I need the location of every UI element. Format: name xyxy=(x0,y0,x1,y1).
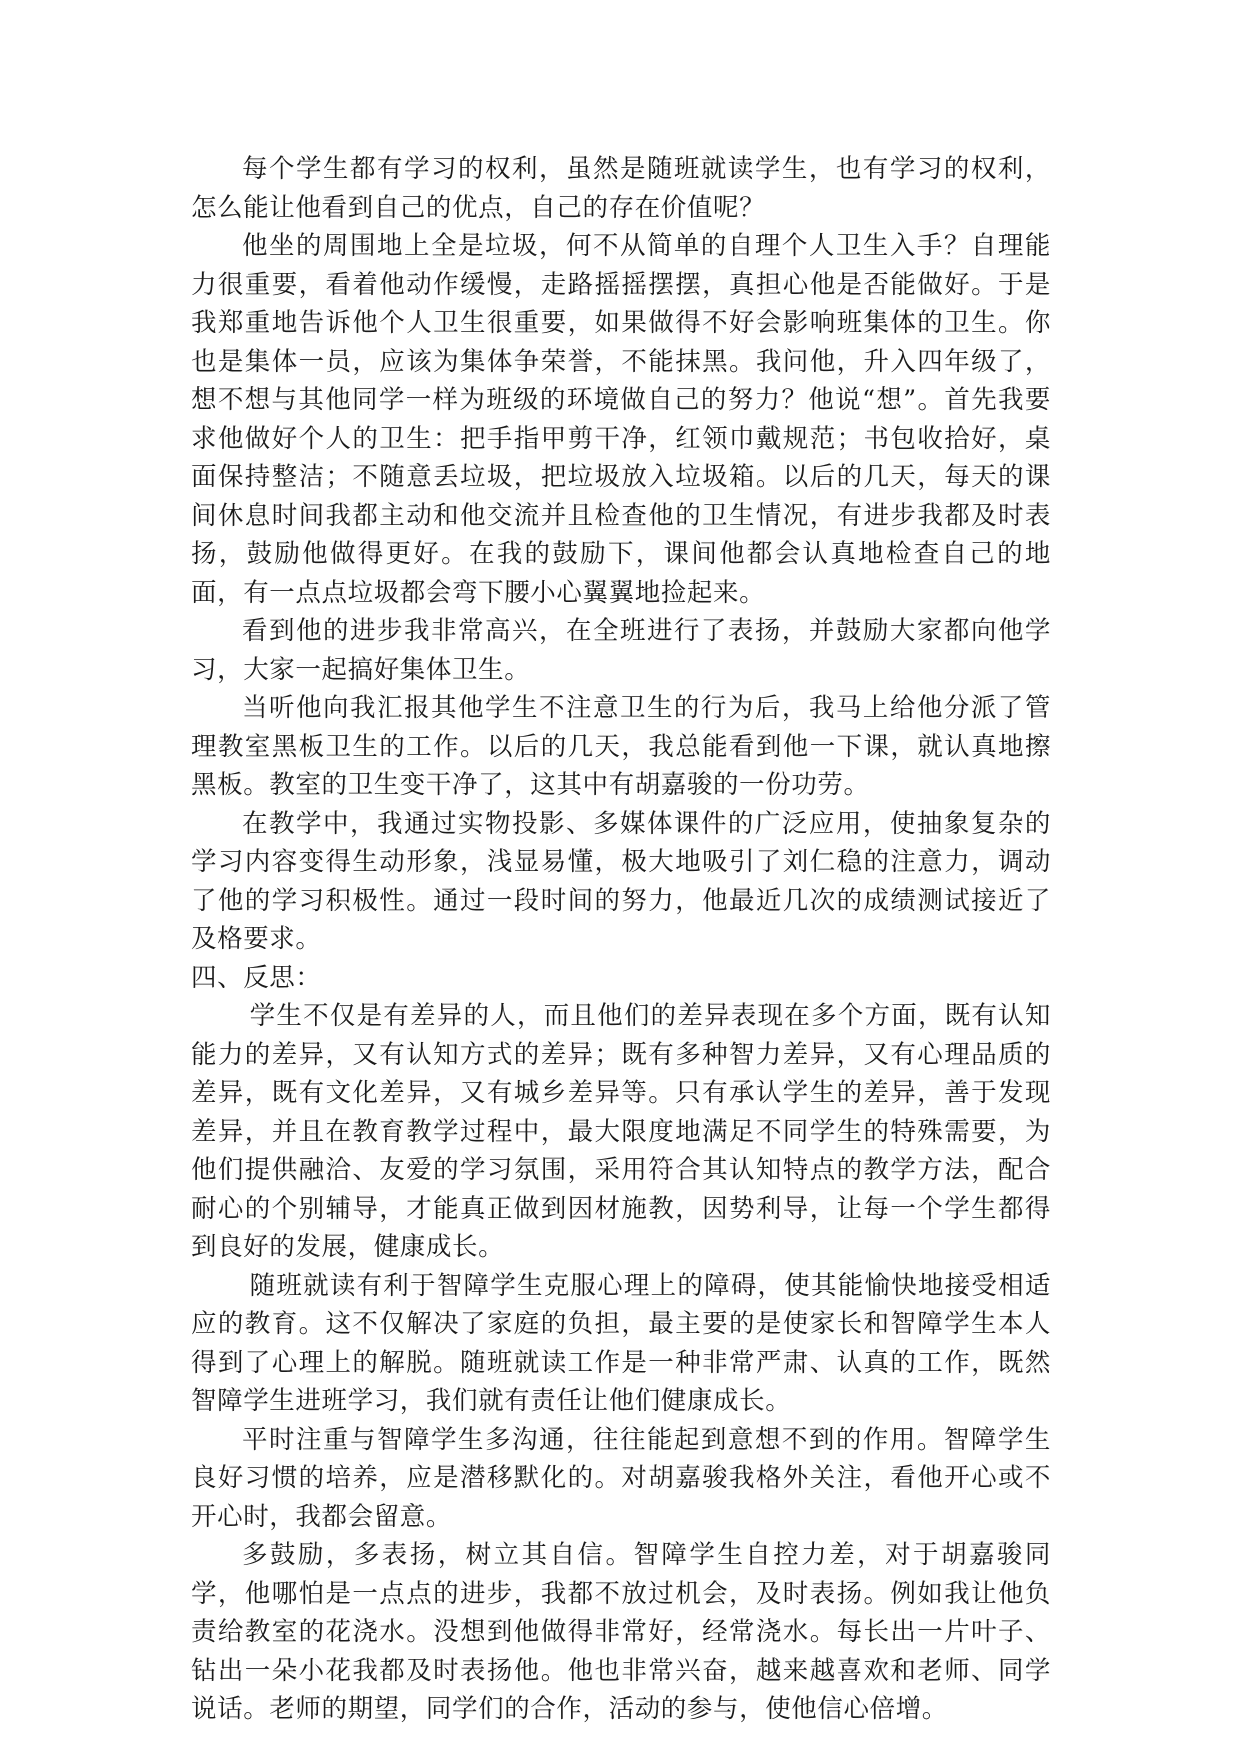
paragraph-student-differences: 学生不仅是有差异的人，而且他们的差异表现在多个方面，既有认知能力的差异，又有认知方式的差异；既有多种智力差异，又有心理品质的差异，既有文化差异，又有城乡差异等。只有承认学生的差异，善于发现差异，并且在教育教学过程中，最大限度地满足不同学生的特殊需要，为他们提供融洽、友爱的学习氛围，采用符合其认知特点的教学方法，配合耐心的个别辅导，才能真正做到因材施教，因势利导，让每一个学生都得到良好的发展，健康成长。 xyxy=(191,1001,1051,1262)
paragraph-teaching-media: 在教学中，我通过实物投影、多媒体课件的广泛应用，使抽象复杂的学习内容变得生动形象，浅显易懂，极大地吸引了刘仁稳的注意力，调动了他的学习积极性。通过一段时间的努力，他最近几次的成绩测试接近了及格要求。 xyxy=(191,808,1051,954)
paragraph-personal-hygiene: 他坐的周围地上全是垃圾，何不从简单的自理个人卫生入手？自理能力很重要，看着他动作缓慢，走路摇摇摆摆，真担心他是否能做好。于是我郑重地告诉他个人卫生很重要，如果做得不好会影响班集体的卫生。你也是集体一员，应该为集体争荣誉，不能抹黑。我问他，升入四年级了，想不想与其他同学一样为班级的环境做自己的努力？他说“想”。首先我要求他做好个人的卫生：把手指甲剪干净，红领巾戴规范；书包收拾好，桌面保持整洁；不随意丢垃圾，把垃圾放入垃圾箱。以后的几天，每天的课间休息时间我都主动和他交流并且检查他的卫生情况，有进步我都及时表扬，鼓励他做得更好。在我的鼓励下，课间他都会认真地检查自己的地面，有一点点垃圾都会弯下腰小心翼翼地捡起来。 xyxy=(191,231,1051,608)
paragraph-encouragement: 多鼓励，多表扬，树立其自信。智障学生自控力差，对于胡嘉骏同学，他哪怕是一点点的进步，我都不放过机会，及时表扬。例如我让他负责给教室的花浇水。没想到他做得非常好，经常浇水。每长出一片叶子、钻出一朵小花我都及时表扬他。他也非常兴奋，越来越喜欢和老师、同学说话。老师的期望，同学们的合作，活动的参与，使他信心倍增。 xyxy=(191,1540,1051,1724)
paragraph-inclusive-education: 随班就读有利于智障学生克服心理上的障碍，使其能愉快地接受相适应的教育。这不仅解决了家庭的负担，最主要的是使家长和智障学生本人得到了心理上的解脱。随班就读工作是一种非常严肃、认真的工作，既然智障学生进班学习，我们就有责任让他们健康成长。 xyxy=(191,1270,1051,1416)
paragraph-praise-class: 看到他的进步我非常高兴，在全班进行了表扬，并鼓励大家都向他学习，大家一起搞好集体卫生。 xyxy=(191,616,1051,685)
document-body xyxy=(191,150,1051,1729)
section-heading-reflection: 四、反思： xyxy=(191,962,322,993)
paragraph-communication: 平时注重与智障学生多沟通，往往能起到意想不到的作用。智障学生良好习惯的培养，应是潜移默化的。对胡嘉骏我格外关注，看他开心或不开心时，我都会留意。 xyxy=(191,1424,1051,1532)
paragraph-learning-rights: 每个学生都有学习的权利，虽然是随班就读学生，也有学习的权利，怎么能让他看到自己的优点，自己的存在价值呢？ xyxy=(191,154,1051,223)
paragraph-blackboard-duty: 当听他向我汇报其他学生不注意卫生的行为后，我马上给他分派了管理教室黑板卫生的工作。以后的几天，我总能看到他一下课，就认真地擦黑板。教室的卫生变干净了，这其中有胡嘉骏的一份功劳。 xyxy=(191,693,1051,800)
